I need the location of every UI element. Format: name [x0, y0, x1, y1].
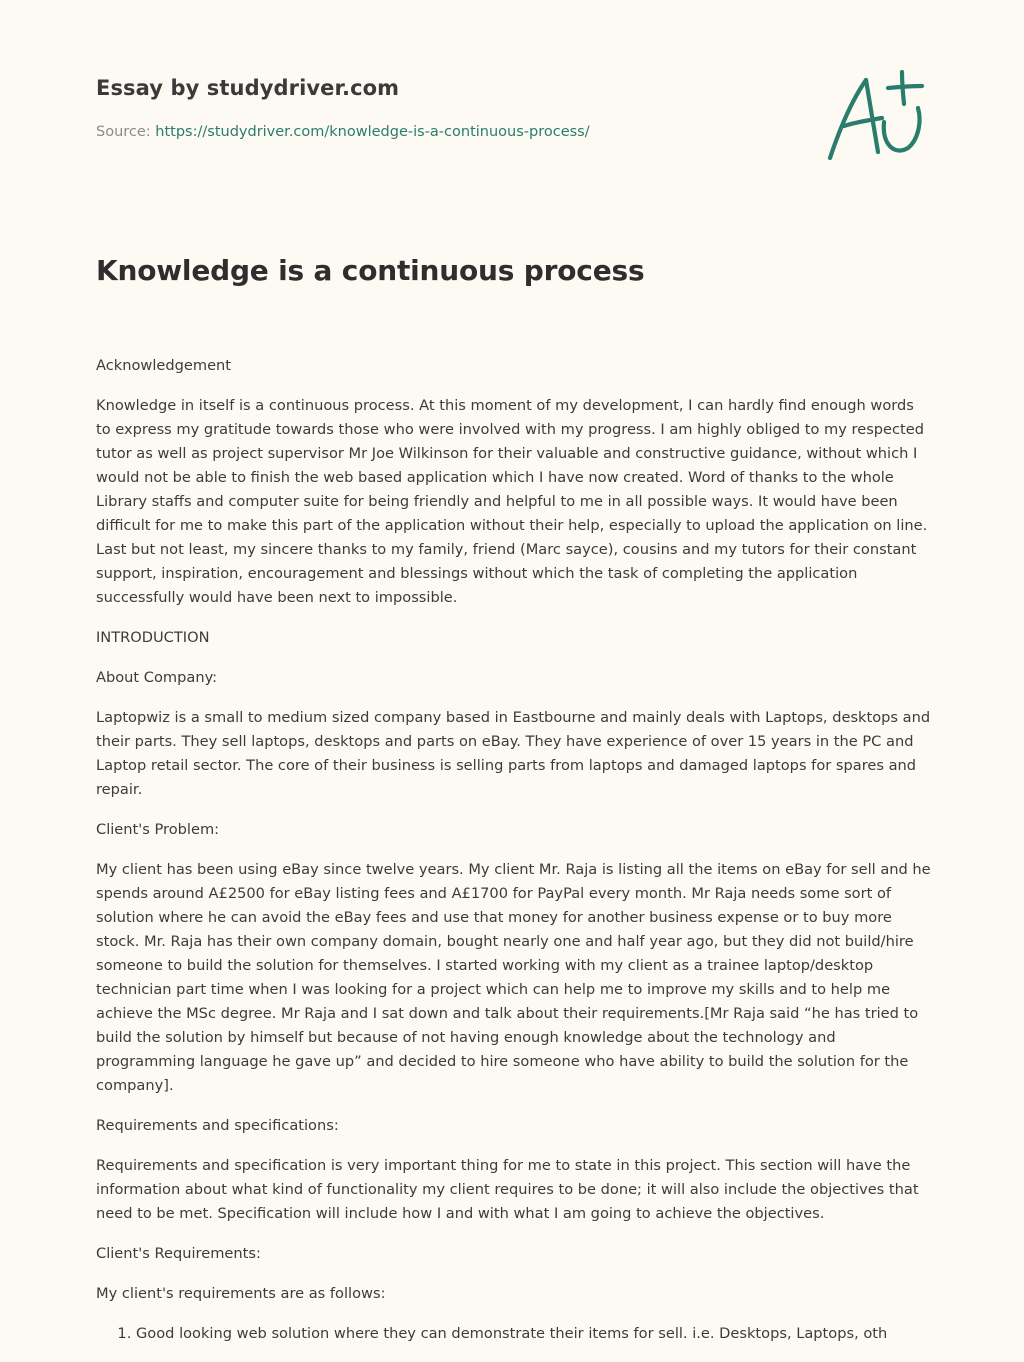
essay-body [96, 354, 931, 1346]
source-link[interactable]: https://studydriver.com/knowledge-is-a-continuous-process/ [155, 124, 590, 140]
requirements-list [96, 1322, 931, 1346]
paragraph-about-company-heading: About Company: [96, 669, 218, 686]
source-line [96, 124, 590, 140]
paragraph-clients-problem: My client has been using eBay since twelve years. My client Mr. Raja is listing all the items on eBay for sell and he spends around A£2500 for eBay listing fees and A£1700 for PayPal every month. Mr Raja needs some sort of solution where he can avoid the eBay fees and use that money for another business expense or to buy more stock. Mr. Raja has their own company domain, bought nearly one and half year ago, but they did not build/hire someone to build the solution for themselves. I started working with my client as a trainee laptop/desktop technician part time when I was looking for a project which can help me to improve my skills and to help me achieve the MSc degree. Mr Raja and I sat down and talk about their requirements.[Mr Raja said “he has tried to build the solution by himself but because of not having enough knowledge about the technology and programming language he gave up” and decided to hire someone who have ability to build the solution for the company]. [96, 861, 931, 1094]
source-label: Source: [96, 124, 156, 140]
paragraph-requirements: Requirements and specification is very important thing for me to state in this project. This section will have the information about what kind of functionality my client requires to be done; it will also include the objectives that need to be met. Specification will include how I and with what I am going to achieve the objectives. [96, 1157, 919, 1222]
a-plus-logo-icon [822, 68, 926, 164]
site-title: Essay by studydriver.com [96, 76, 400, 100]
paragraph-acknowledgement-heading: Acknowledgement [96, 357, 232, 374]
list-item: 1. Good looking web solution where they can demonstrate their items for sell. i.e. Desktops, Laptops, oth [136, 1322, 931, 1346]
paragraph-about-company: Laptopwiz is a small to medium sized company based in Eastbourne and mainly deals with Laptops, desktops and their parts. They sell laptops, desktops and parts on eBay. They have experience of over 15 years in the PC and Laptop retail sector. The core of their business is selling parts from laptops and damaged laptops for spares and repair. [96, 709, 931, 798]
paragraph-introduction-heading: INTRODUCTION [96, 629, 210, 646]
paragraph-client-requirements-heading: Client's Requirements: [96, 1245, 261, 1262]
essay-title: Knowledge is a continuous process [96, 254, 645, 287]
paragraph-clients-problem-heading: Client's Problem: [96, 821, 220, 838]
paragraph-acknowledgement: Knowledge in itself is a continuous process. At this moment of my development, I can hardly find enough words to express my gratitude towards those who were involved with my progress. I am highly obliged to my respected tutor as well as project supervisor Mr Joe Wilkinson for their valuable and constructive guidance, without which I would not be able to finish the web based application which I have now created. Word of thanks to the whole Library staffs and computer suite for being friendly and helpful to me in all possible ways. It would have been difficult for me to make this part of the application without their help, especially to upload the application on line. Last but not least, my sincere thanks to my family, friend (Marc sayce), cousins and my tutors for their constant support, inspiration, encouragement and blessings without which the task of completing the application successfully would have been next to impossible. [96, 397, 928, 606]
paragraph-client-requirements-intro: My client's requirements are as follows: [96, 1285, 386, 1302]
paragraph-requirements-heading: Requirements and specifications: [96, 1117, 339, 1134]
